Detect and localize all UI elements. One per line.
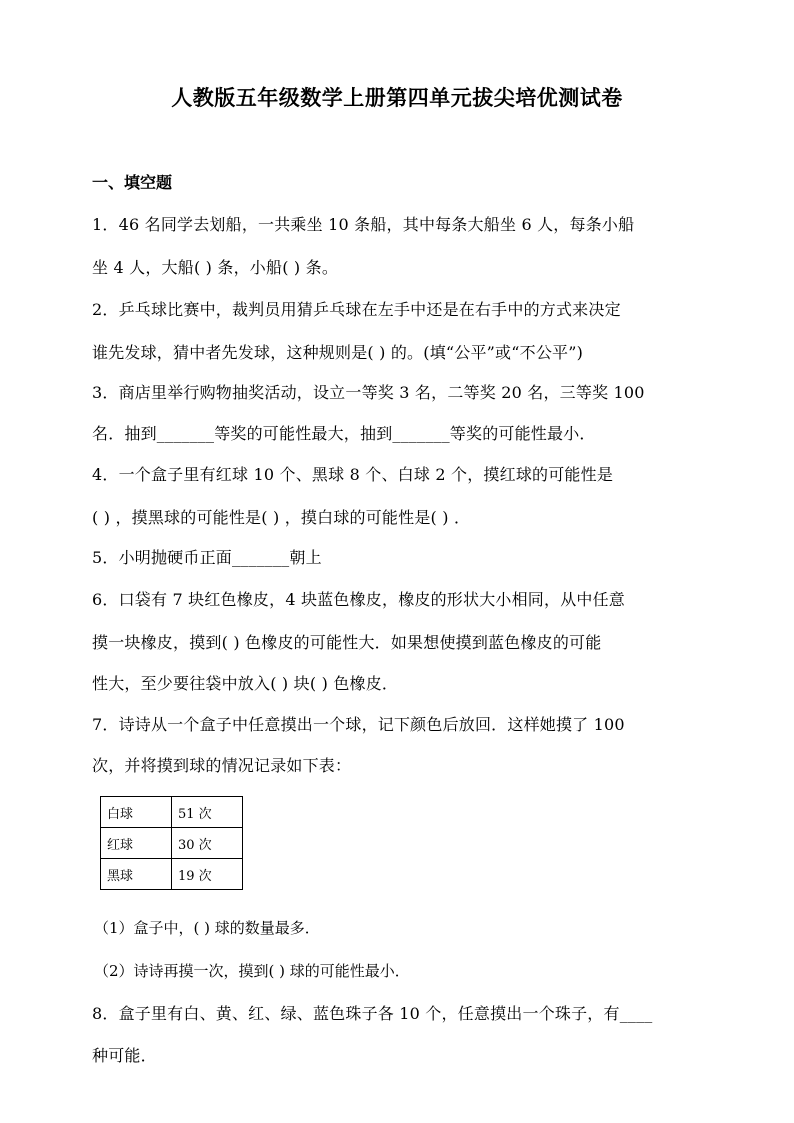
q7-line-2: 次，并将摸到球的情况记录如下表：: [92, 756, 352, 775]
q1-line-1: 1．46 名同学去划船，一共乘坐 10 条船，其中每条大船坐 6 人，每条小船: [92, 215, 635, 234]
table-cell-count: 30 次: [172, 828, 243, 859]
q4-line-1: 4．一个盒子里有红球 10 个、黑球 8 个、白球 2 个，摸红球的可能性是: [92, 465, 614, 484]
q3-line-1: 3．商店里举行购物抽奖活动，设立一等奖 3 名，二等奖 20 名，三等奖 100: [92, 383, 645, 402]
q6-line-1: 6．口袋有 7 块红色橡皮，4 块蓝色橡皮，橡皮的形状大小相同，从中任意: [92, 590, 625, 609]
q6-line-2: 摸一块橡皮，摸到( ) 色橡皮的可能性大．如果想使摸到蓝色橡皮的可能: [92, 633, 602, 652]
record-table: [100, 796, 243, 890]
q4-line-2: ( ) ，摸黑球的可能性是( ) ，摸白球的可能性是( ) ．: [92, 508, 471, 527]
table-row: [101, 859, 243, 890]
table-cell-color: 红球: [101, 828, 172, 859]
table-row: [101, 797, 243, 828]
q2-line-1: 2．乒乓球比赛中，裁判员用猜乒乓球在左手中还是在右手中的方式来决定: [92, 300, 621, 319]
table-cell-color: 黑球: [101, 859, 172, 890]
section-heading: 一、填空题: [92, 173, 173, 192]
q2-line-2: 谁先发球，猜中者先发球，这种规则是( ) 的。(填“公平”或“不公平”): [92, 343, 584, 362]
q7-sub-2: （2）诗诗再摸一次，摸到( ) 球的可能性最小．: [94, 962, 410, 980]
q1-line-2: 坐 4 人，大船( ) 条，小船( ) 条。: [92, 258, 339, 277]
q8-line-1: 8．盒子里有白、黄、红、绿、蓝色珠子各 10 个，任意摸出一个珠子，有____: [92, 1004, 653, 1023]
q6-line-3: 性大，至少要往袋中放入( ) 块( ) 色橡皮．: [92, 674, 399, 693]
page-title: 人教版五年级数学上册第四单元拔尖培优测试卷: [171, 86, 623, 110]
q3-line-2: 名．抽到_______等奖的可能性最大，抽到_______等奖的可能性最小．: [92, 424, 596, 443]
table-cell-count: 19 次: [172, 859, 243, 890]
q7-line-1: 7．诗诗从一个盒子中任意摸出一个球，记下颜色后放回．这样她摸了 100: [92, 715, 625, 734]
table-row: [101, 828, 243, 859]
q7-sub-1: （1）盒子中，( ) 球的数量最多．: [94, 919, 320, 937]
table-cell-color: 白球: [101, 797, 172, 828]
q8-line-2: 种可能．: [92, 1046, 157, 1065]
q5-line: 5．小明抛硬币正面_______朝上: [92, 548, 322, 567]
table-cell-count: 51 次: [172, 797, 243, 828]
